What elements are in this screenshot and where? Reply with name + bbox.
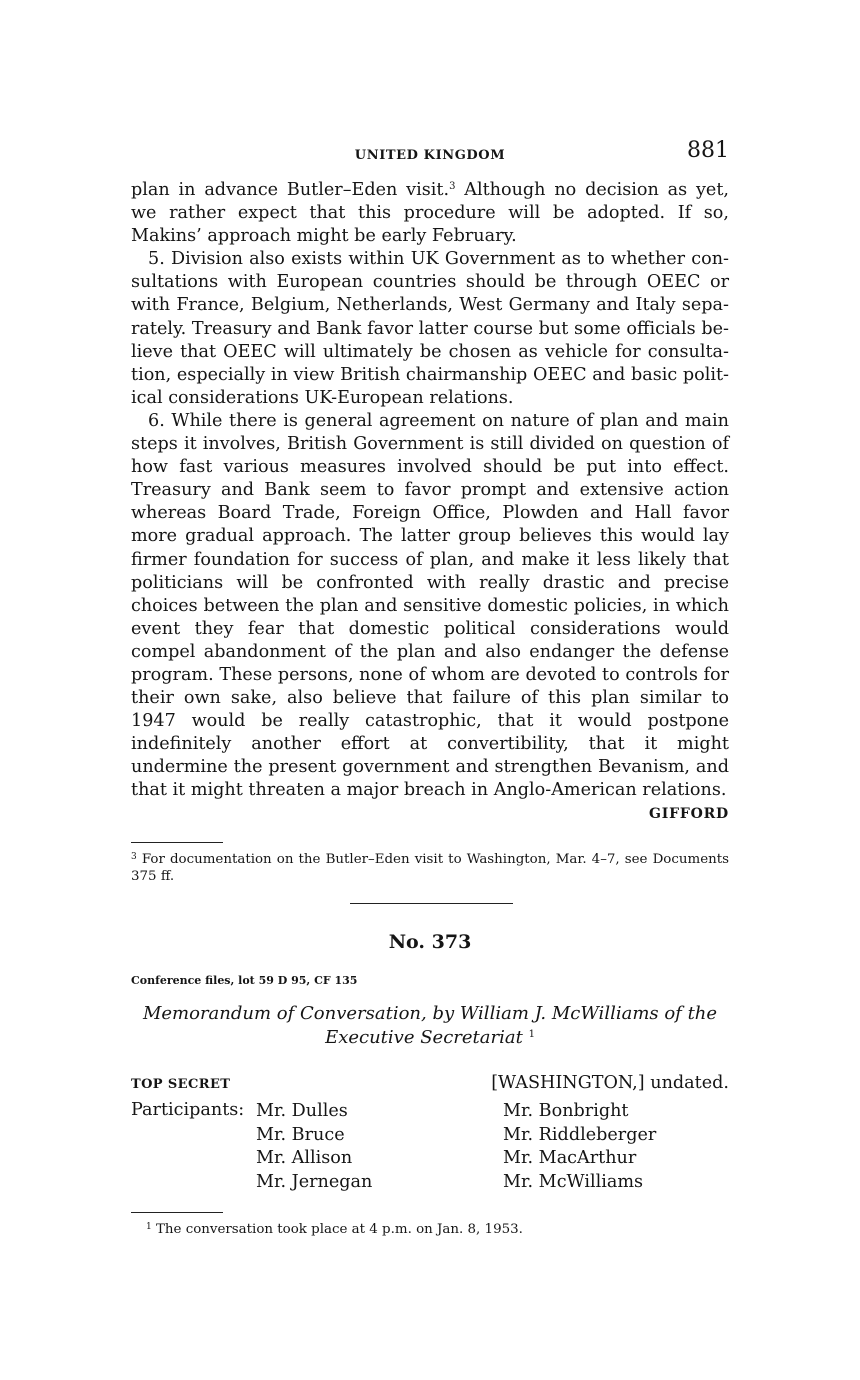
footnote-3-marker: 3 bbox=[131, 852, 137, 862]
participant: Mr. Riddleberger bbox=[503, 1124, 657, 1145]
participant: Mr. Dulles bbox=[256, 1101, 348, 1121]
footnote-3-text: For documentation on the Butler–Eden visit to Washington, Mar. 4–7, see Documents 375 ff. bbox=[131, 852, 729, 884]
participants-left-column bbox=[256, 1100, 372, 1195]
participant: Mr. Jernegan bbox=[256, 1172, 373, 1193]
memo-title bbox=[131, 1002, 729, 1050]
section-divider bbox=[350, 903, 513, 904]
document-number: No. 373 bbox=[388, 931, 472, 953]
signature: GIFFORD bbox=[649, 806, 729, 822]
footnote-ref-1: 1 bbox=[528, 1029, 535, 1040]
participant: Mr. McWilliams bbox=[503, 1172, 644, 1193]
footnote-divider bbox=[131, 1212, 223, 1213]
footnote-1-marker: 1 bbox=[146, 1222, 152, 1232]
paragraph-continuation-text-a: plan in advance Butler–Eden visit. bbox=[131, 180, 450, 200]
participant: Mr. Bonbright bbox=[503, 1101, 629, 1121]
running-head bbox=[131, 138, 729, 170]
participant: Mr. Allison bbox=[256, 1148, 353, 1169]
memo-title-line-2 bbox=[131, 1026, 729, 1050]
paragraph-continuation-text-b: Although no decision as yet, we rather expect that this procedure will be adopted. If so, Makins’ approach might be early February. bbox=[131, 180, 730, 247]
paragraph-continuation bbox=[131, 179, 729, 248]
page-number: 881 bbox=[687, 138, 729, 163]
participant: Mr. MacArthur bbox=[503, 1148, 637, 1169]
running-head-title: UNITED KINGDOM bbox=[354, 148, 506, 163]
footnote-1-text: The conversation took place at 4 p.m. on Jan. 8, 1953. bbox=[151, 1222, 523, 1237]
classification-label: TOP SECRET bbox=[131, 1077, 231, 1092]
footnote-ref-3: 3 bbox=[449, 181, 456, 192]
participants-label: Participants: bbox=[131, 1100, 245, 1120]
footnote-divider bbox=[131, 842, 223, 843]
memo-title-line-1: Memorandum of Conversation, by William J. McWilliams of the bbox=[142, 1003, 718, 1024]
memo-title-line-2-text: Executive Secretariat bbox=[325, 1027, 523, 1048]
footnote-1 bbox=[146, 1221, 729, 1238]
paragraph-5: 5. Division also exists within UK Government as to whether consultations with European countries should be through OEEC or with France, Belgium, Netherlands, West Germany and Italy separately. Treasury and Bank favor latter course but some officials believe that OEEC will ultimately be chosen as vehicle for consultation, especially in view British chairmanship OEEC and basic political considerations UK-European relations. bbox=[131, 249, 729, 408]
paragraph-6: 6. While there is general agreement on nature of plan and main steps it involves, British Government is still divided on question of how fast various measures involved should be put into effect. Treasury and Bank seem to favor prompt and extensive action whereas Board Trade, Foreign Office, Plowden and Hall favor more gradual approach. The latter group believes this would lay firmer foundation for success of plan, and make it less likely that politicians will be confronted with really drastic and precise choices between the plan and sensitive domestic policies, in which event they fear that domestic political considerations would compel abandonment of the plan and also endanger the defense program. These persons, none of whom are devoted to controls for their own sake, also believe that failure of this plan similar to 1947 would be really catastrophic, that it would postpone indefinitely another effort at convertibility, that it might undermine the present government and strengthen Bevanism, and that it might threaten a major breach in Anglo-American relations. bbox=[131, 410, 729, 801]
body-text bbox=[131, 179, 729, 803]
participant: Mr. Bruce bbox=[256, 1124, 345, 1145]
dateline: [WASHINGTON,] undated. bbox=[491, 1073, 729, 1093]
footnote-3 bbox=[131, 851, 729, 885]
source-note: Conference files, lot 59 D 95, CF 135 bbox=[131, 974, 358, 987]
participants-right-column bbox=[503, 1100, 656, 1195]
